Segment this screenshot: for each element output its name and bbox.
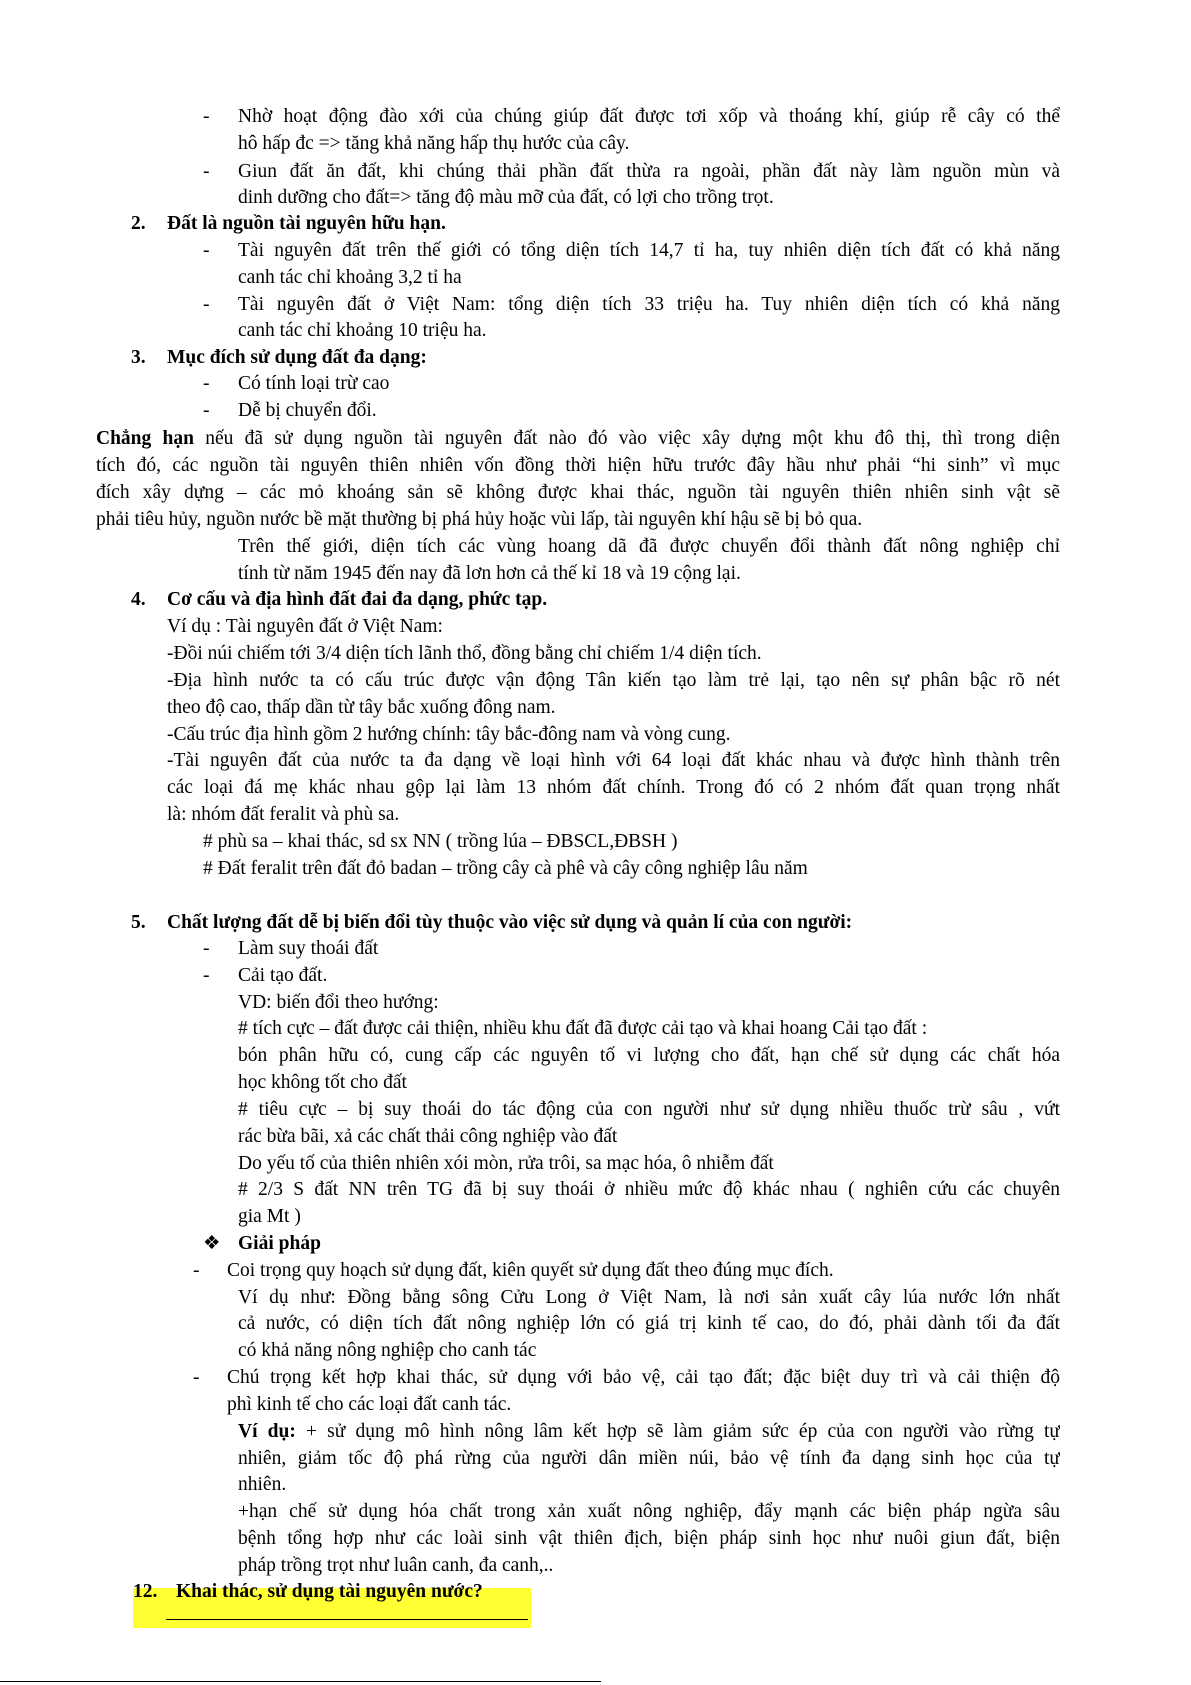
text-line: Trên thế giới, diện tích các vùng hoang dã đã được chuyển đổi thành đất nông nghiệp chỉ	[238, 536, 1060, 557]
bullet-dash: -	[203, 400, 210, 421]
section-heading: Cơ cấu và địa hình đất đai đa dạng, phức tạp.	[167, 589, 548, 610]
bullet-dash: -	[203, 938, 210, 959]
text-line: Coi trọng quy hoạch sử dụng đất, kiên quyết sử dụng đất theo đúng mục đích.	[227, 1260, 834, 1281]
text-line	[238, 1418, 1060, 1445]
text-line: nhiên.	[238, 1474, 287, 1495]
text-line: # tiêu cực – bị suy thoái do tác động của con người như sử dụng nhiều thuốc trừ sâu , vứt	[238, 1099, 1060, 1120]
bold-lead: Ví dụ:	[238, 1421, 296, 1442]
text-line: -Địa hình nước ta có cấu trúc được vận động Tân kiến tạo làm trẻ lại, tạo nên sự phân bậc rõ nét	[167, 670, 1060, 691]
text-line: # Đất feralit trên đất đỏ badan – trồng cây cà phê và cây công nghiệp lâu năm	[203, 858, 808, 879]
bold-lead: Chẳng hạn	[96, 428, 194, 449]
text-line: canh tác chỉ khoảng 3,2 tỉ ha	[238, 267, 462, 288]
text-line	[96, 425, 1060, 452]
section-number: 12.	[133, 1581, 158, 1602]
text-line: Tài nguyên đất trên thế giới có tổng diện tích 14,7 tỉ ha, tuy nhiên diện tích đất có khả năng	[238, 240, 1060, 261]
section-heading: Khai thác, sử dụng tài nguyên nước?	[176, 1581, 483, 1602]
text-line: có khả năng nông nghiệp cho canh tác	[238, 1340, 537, 1361]
text-line: VD: biến đổi theo hướng:	[238, 992, 439, 1013]
text-line: phải tiêu hủy, nguồn nước bề mặt thường bị phá hủy hoặc vùi lấp, tài nguyên khí hậu sẽ bị bỏ qua.	[96, 509, 863, 530]
text-line: bón phân hữu có, cung cấp các nguyên tố vi lượng cho đất, hạn chế sử dụng các chất hóa	[238, 1045, 1060, 1066]
text-line: tích đó, các nguồn tài nguyên thiên nhiên vốn đồng thời hiện hữu trước đây hầu như phải “hi sinh” vì mục	[96, 455, 1060, 476]
bullet-dash: -	[203, 294, 210, 315]
text-line: canh tác chỉ khoảng 10 triệu ha.	[238, 320, 487, 341]
section-heading: Chất lượng đất dễ bị biến đổi tùy thuộc vào việc sử dụng và quản lí của con người:	[167, 912, 853, 933]
section-number: 3.	[131, 347, 146, 368]
text-line: gia Mt )	[238, 1206, 301, 1227]
text-line: Giun đất ăn đất, khi chúng thải phần đất thừa ra ngoài, phần đất này làm nguồn mùn và	[238, 161, 1060, 182]
text-line: Do yếu tố của thiên nhiên xói mòn, rửa trôi, sa mạc hóa, ô nhiễm đất	[238, 1153, 774, 1174]
bullet-dash: -	[203, 240, 210, 261]
text-line: rác bừa bãi, xả các chất thải công nghiệp vào đất	[238, 1126, 618, 1147]
text-run: nếu đã sử dụng nguồn tài nguyên đất nào đó vào việc xây dựng một khu đô thị, thì trong diện	[193, 428, 1060, 449]
text-line: Chú trọng kết hợp khai thác, sử dụng với bảo vệ, cải tạo đất; đặc biệt duy trì và cải thiện độ	[227, 1367, 1060, 1388]
text-line: phì kinh tế cho các loại đất canh tác.	[227, 1394, 512, 1415]
text-line: Dễ bị chuyển đổi.	[238, 400, 377, 421]
section-heading: Mục đích sử dụng đất đa dạng:	[167, 347, 427, 368]
underline	[166, 1619, 528, 1620]
section-heading: Giải pháp	[238, 1233, 321, 1254]
text-line: Có tính loại trừ cao	[238, 373, 390, 394]
section-number: 5.	[131, 912, 146, 933]
text-line: Cải tạo đất.	[238, 965, 328, 986]
text-line: # tích cực – đất được cải thiện, nhiều khu đất đã được cải tạo và khai hoang Cải tạo đất :	[238, 1018, 928, 1039]
text-run: + sử dụng mô hình nông lâm kết hợp sẽ làm giảm sức ép của con người vào rừng tự	[295, 1421, 1060, 1442]
text-line: tính từ năm 1945 đến nay đã lơn hơn cả thế kỉ 18 và 19 cộng lại.	[238, 563, 741, 584]
text-line: -Cấu trúc địa hình gồm 2 hướng chính: tây bắc-đông nam và vòng cung.	[167, 724, 731, 745]
text-line: Ví dụ như: Đồng bằng sông Cửu Long ở Việt Nam, là nơi sản xuất cây lúa nước lớn nhất	[238, 1287, 1060, 1308]
text-line: bệnh tổng hợp như các loài sinh vật thiên địch, biện pháp sinh học như nuôi giun đất, biện	[238, 1528, 1060, 1549]
text-line: đích xây dựng – các mỏ khoáng sản sẽ không được khai thác, nguồn tài nguyên thiên nhiên sinh vật sẽ	[96, 482, 1060, 503]
bullet-dash: -	[203, 106, 210, 127]
text-line: +hạn chế sử dụng hóa chất trong xản xuất nông nghiệp, đẩy mạnh các biện pháp ngừa sâu	[238, 1501, 1060, 1522]
text-line: # phù sa – khai thác, sd sx NN ( trồng lúa – ĐBSCL,ĐBSH )	[203, 831, 678, 852]
text-line: Làm suy thoái đất	[238, 938, 379, 959]
text-line: Ví dụ : Tài nguyên đất ở Việt Nam:	[167, 616, 443, 637]
text-line: các loại đá mẹ khác nhau gộp lại làm 13 nhóm đất chính. Trong đó có 2 nhóm đất quan trọng nhất	[167, 777, 1060, 798]
text-line: -Đồi núi chiếm tới 3/4 diện tích lãnh thổ, đồng bằng chỉ chiếm 1/4 diện tích.	[167, 643, 762, 664]
text-line: Tài nguyên đất ở Việt Nam: tổng diện tích 33 triệu ha. Tuy nhiên diện tích có khả năng	[238, 294, 1060, 315]
section-number: 2.	[131, 213, 146, 234]
text-line: Nhờ hoạt động đào xới của chúng giúp đất được tơi xốp và thoáng khí, giúp rễ cây có thể	[238, 106, 1060, 127]
bullet-dash: -	[193, 1367, 200, 1388]
section-heading: Đất là nguồn tài nguyên hữu hạn.	[167, 213, 446, 234]
text-line: học không tốt cho đất	[238, 1072, 407, 1093]
text-line: # 2/3 S đất NN trên TG đã bị suy thoái ở nhiều mức độ khác nhau ( nghiên cứu các chuyên	[238, 1179, 1060, 1200]
text-line: theo độ cao, thấp dần từ tây bắc xuống đông nam.	[167, 697, 556, 718]
bullet-dash: -	[193, 1260, 200, 1281]
bullet-dash: -	[203, 161, 210, 182]
text-line: dinh dưỡng cho đất=> tăng độ màu mỡ của đất, có lợi cho trồng trọt.	[238, 187, 774, 208]
page-divider	[0, 1681, 601, 1682]
diamond-bullet-icon: ❖	[203, 1233, 221, 1254]
text-line: nhiên, giảm tốc độ phá rừng của người dân miền núi, bảo vệ tính đa dạng sinh học của tự	[238, 1448, 1060, 1469]
bullet-dash: -	[203, 373, 210, 394]
text-line: pháp trồng trọt như luân canh, đa canh,..	[238, 1555, 554, 1576]
text-line: hô hấp đc => tăng khả năng hấp thụ hước của cây.	[238, 133, 630, 154]
text-line: là: nhóm đất feralit và phù sa.	[167, 804, 400, 825]
section-number: 4.	[131, 589, 146, 610]
text-line: -Tài nguyên đất của nước ta đa dạng về loại hình với 64 loại đất khác nhau và được hình thành trên	[167, 750, 1060, 771]
bullet-dash: -	[203, 965, 210, 986]
text-line: cả nước, có diện tích đất nông nghiệp lớn có giá trị kinh tế cao, do đó, phải dành tối đa đất	[238, 1313, 1060, 1334]
